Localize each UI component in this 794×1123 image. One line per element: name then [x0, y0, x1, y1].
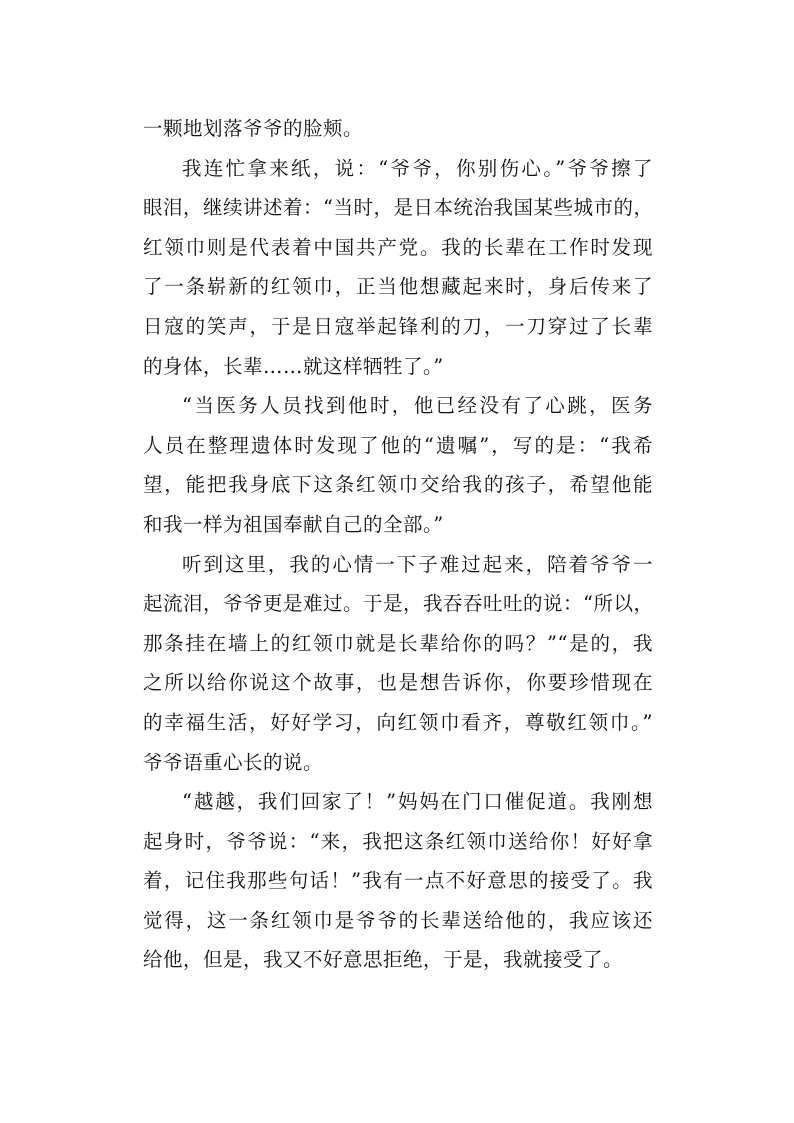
text-line: 眼泪，继续讲述着：“当时，是日本统治我国某些城市的， — [143, 196, 654, 220]
text-line: 望，能把我身底下这条红领巾交给我的孩子，希望他能 — [143, 473, 653, 497]
story-text — [143, 109, 653, 980]
text-line: 了一条崭新的红领巾，正当他想藏起来时，身后传来了 — [143, 275, 653, 299]
text-line: 听到这里，我的心情一下子难过起来，陪着爷爷一 — [182, 552, 653, 576]
text-line: 之所以给你说这个故事，也是想告诉你，你要珍惜现在 — [143, 671, 653, 695]
text-line: 着，记住我那些句话！”我有一点不好意思的接受了。我 — [143, 869, 653, 893]
text-line: 觉得，这一条红领巾是爷爷的长辈送给他的，我应该还 — [143, 908, 653, 932]
text-line: 的身体，长辈……就这样牺牲了。” — [143, 354, 444, 378]
text-line: “当医务人员找到他时，他已经没有了心跳，医务 — [182, 394, 653, 418]
text-line: 人员在整理遗体时发现了他的“遗嘱”，写的是：“我希 — [143, 433, 653, 457]
text-line: 和我一样为祖国奉献自己的全部。” — [143, 512, 444, 536]
text-line: 起身时，爷爷说：“来，我把这条红领巾送给你！好好拿 — [143, 829, 653, 853]
text-line: 一颗地划落爷爷的脸颊。 — [143, 117, 364, 140]
text-line: 我连忙拿来纸，说：“爷爷，你别伤心。”爷爷擦了 — [182, 156, 653, 180]
text-line: 起流泪，爷爷更是难过。于是，我吞吞吐吐的说：“所以， — [143, 592, 654, 616]
text-line: 那条挂在墙上的红领巾就是长辈给你的吗？”“是的，我 — [143, 631, 653, 655]
text-line: 日寇的笑声，于是日寇举起锋利的刀，一刀穿过了长辈 — [143, 314, 653, 338]
text-line: 给他，但是，我又不好意思拒绝，于是，我就接受了。 — [143, 948, 624, 972]
text-line: 红领巾则是代表着中国共产党。我的长辈在工作时发现 — [143, 235, 653, 259]
text-line: 的幸福生活，好好学习，向红领巾看齐，尊敬红领巾。” — [143, 710, 653, 734]
text-line: “越越，我们回家了！”妈妈在门口催促道。我刚想 — [182, 790, 653, 814]
text-line: 爷爷语重心长的说。 — [143, 750, 324, 774]
